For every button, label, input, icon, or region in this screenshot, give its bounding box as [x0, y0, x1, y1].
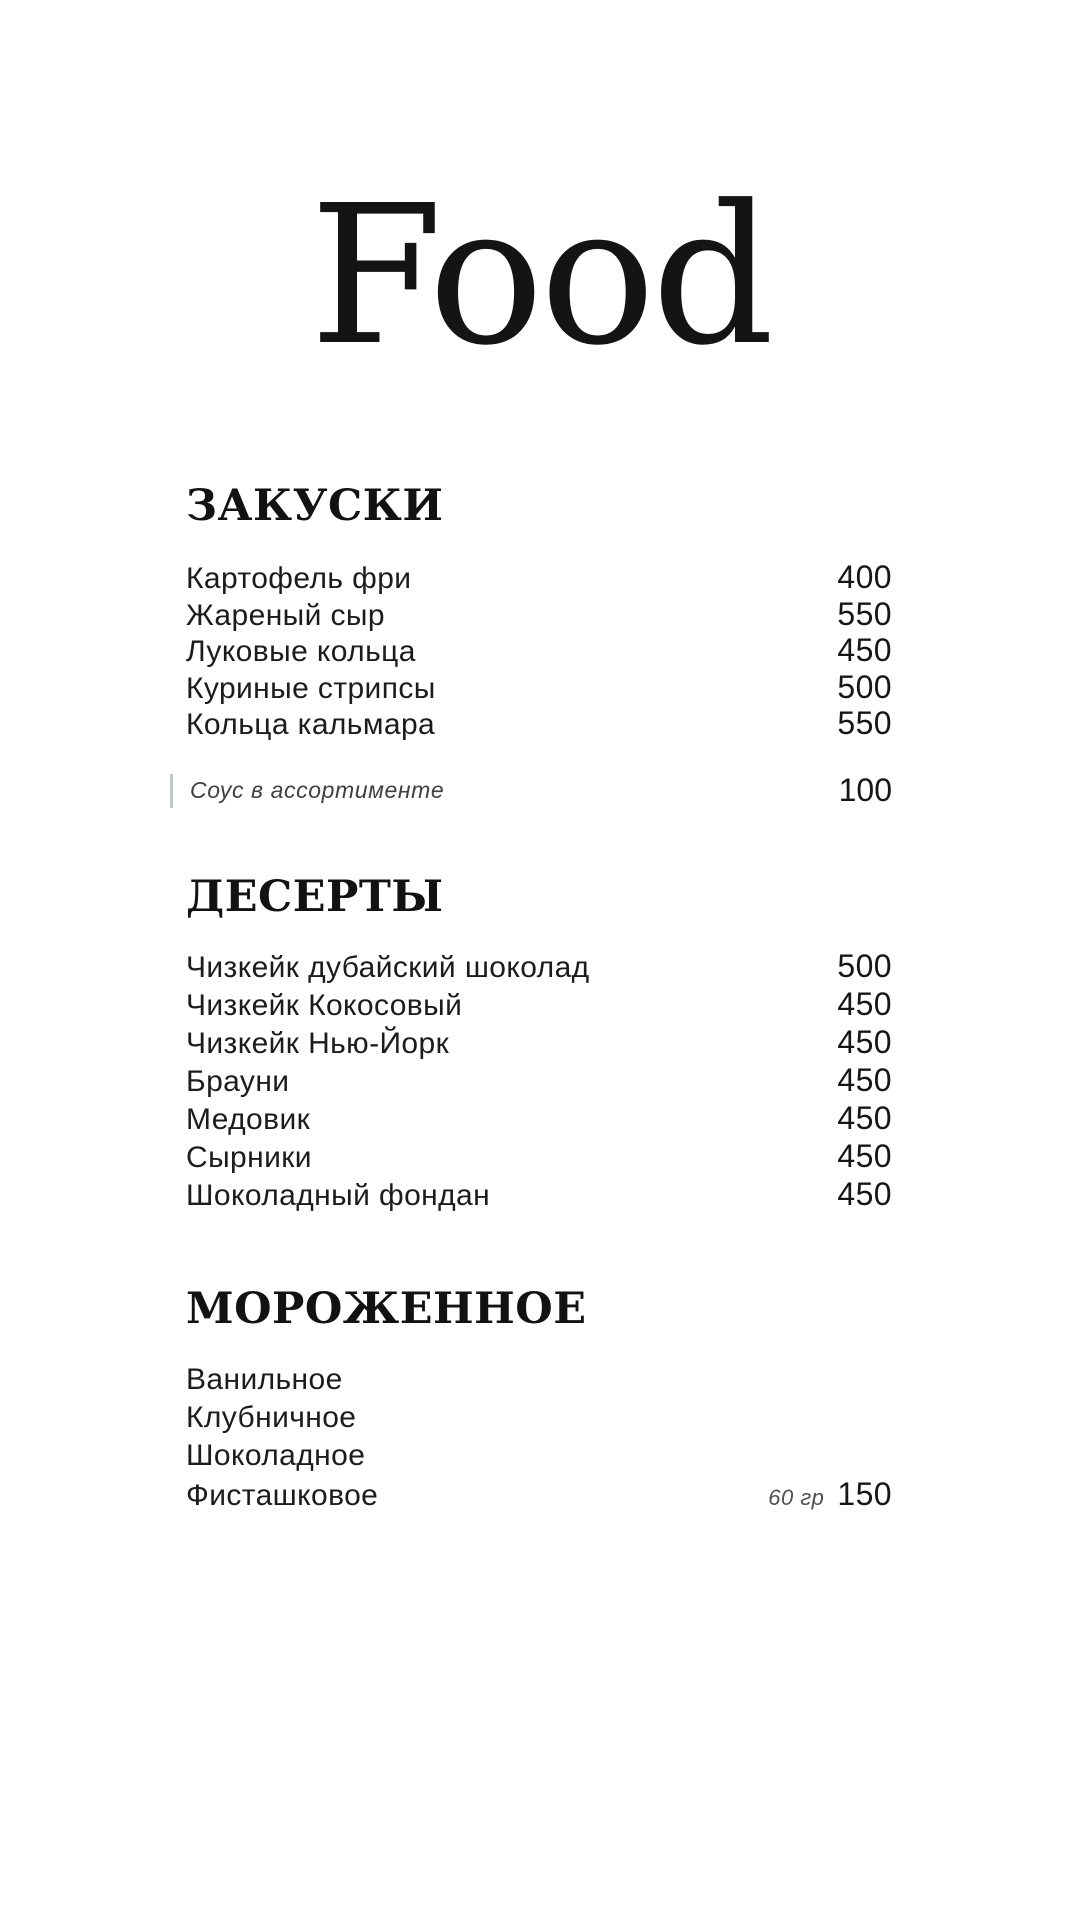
sauce-note-row	[170, 769, 892, 813]
menu-item-row	[186, 1062, 892, 1100]
menu-item-row	[186, 1100, 892, 1138]
menu-item-row	[186, 986, 892, 1024]
section-heading-appetizers: ЗАКУСКИ	[186, 481, 444, 531]
menu-item-row	[186, 633, 892, 670]
menu-item-row	[186, 560, 892, 597]
menu-item-row	[186, 1361, 892, 1399]
menu-item-price: 450	[837, 986, 892, 1022]
section-appetizers	[186, 483, 892, 813]
menu-item-name: Шоколадный фондан	[186, 1179, 491, 1212]
menu-item-price: 500	[837, 668, 892, 705]
menu-item-row	[186, 1475, 892, 1517]
menu-item-name: Чизкейк дубайский шоколад	[186, 951, 590, 984]
menu-item-name: Кольца кальмара	[186, 708, 436, 741]
sauce-note-price: 100	[838, 772, 892, 808]
menu-item-row	[186, 1138, 892, 1176]
menu-item-price: 450	[837, 1176, 892, 1212]
menu-item-name: Жареный сыр	[186, 598, 385, 632]
menu-item-price: 450	[837, 1062, 892, 1098]
menu-item-name: Шоколадное	[186, 1439, 366, 1472]
section-heading-icecream: МОРОЖЕННОЕ	[186, 1284, 587, 1334]
menu-item-name: Чизкейк Нью-Йорк	[186, 1027, 450, 1060]
menu-item-weight: 60 гр	[768, 1485, 825, 1510]
menu-list-icecream	[186, 1361, 892, 1517]
note-accent-bar	[170, 774, 173, 808]
menu-item-price: 400	[837, 559, 892, 595]
menu-item-row	[186, 948, 892, 986]
menu-item-name: Клубничное	[186, 1401, 357, 1434]
menu-item-price: 550	[837, 595, 892, 632]
section-desserts	[186, 874, 892, 1214]
menu-item-row	[186, 706, 892, 743]
section-icecream	[186, 1286, 892, 1517]
menu-item-row	[186, 1176, 892, 1214]
page-title: Food	[309, 165, 771, 388]
menu-item-name: Луковые кольца	[186, 635, 416, 668]
menu-item-row	[186, 670, 892, 707]
menu-list-desserts	[186, 948, 892, 1214]
menu-item-name: Куриные стрипсы	[186, 671, 436, 705]
menu-item-name: Медовик	[186, 1103, 311, 1136]
menu-item-price: 450	[837, 1100, 892, 1136]
menu-item-price: 500	[837, 948, 892, 984]
sauce-note-label: Соус в ассортименте	[190, 777, 445, 803]
menu-item-name: Картофель фри	[186, 562, 412, 595]
menu-item-name: Брауни	[186, 1065, 290, 1098]
menu-item-name: Сырники	[186, 1141, 312, 1174]
menu-item-row	[186, 1024, 892, 1062]
menu-item-name: Фисташковое	[186, 1479, 379, 1512]
menu-item-name: Чизкейк Кокосовый	[186, 989, 463, 1022]
menu-item-row	[186, 1399, 892, 1437]
menu-item-price: 450	[837, 1024, 892, 1060]
menu-item-price: 150	[837, 1476, 892, 1512]
menu-item-price: 550	[837, 705, 892, 741]
menu-item-price: 450	[837, 1138, 892, 1174]
menu-list-appetizers	[186, 560, 892, 743]
menu-item-row	[186, 1437, 892, 1475]
section-heading-desserts: ДЕСЕРТЫ	[186, 872, 444, 922]
menu-item-row	[186, 597, 892, 634]
menu-item-name: Ванильное	[186, 1363, 343, 1396]
menu-item-price: 450	[837, 632, 892, 668]
